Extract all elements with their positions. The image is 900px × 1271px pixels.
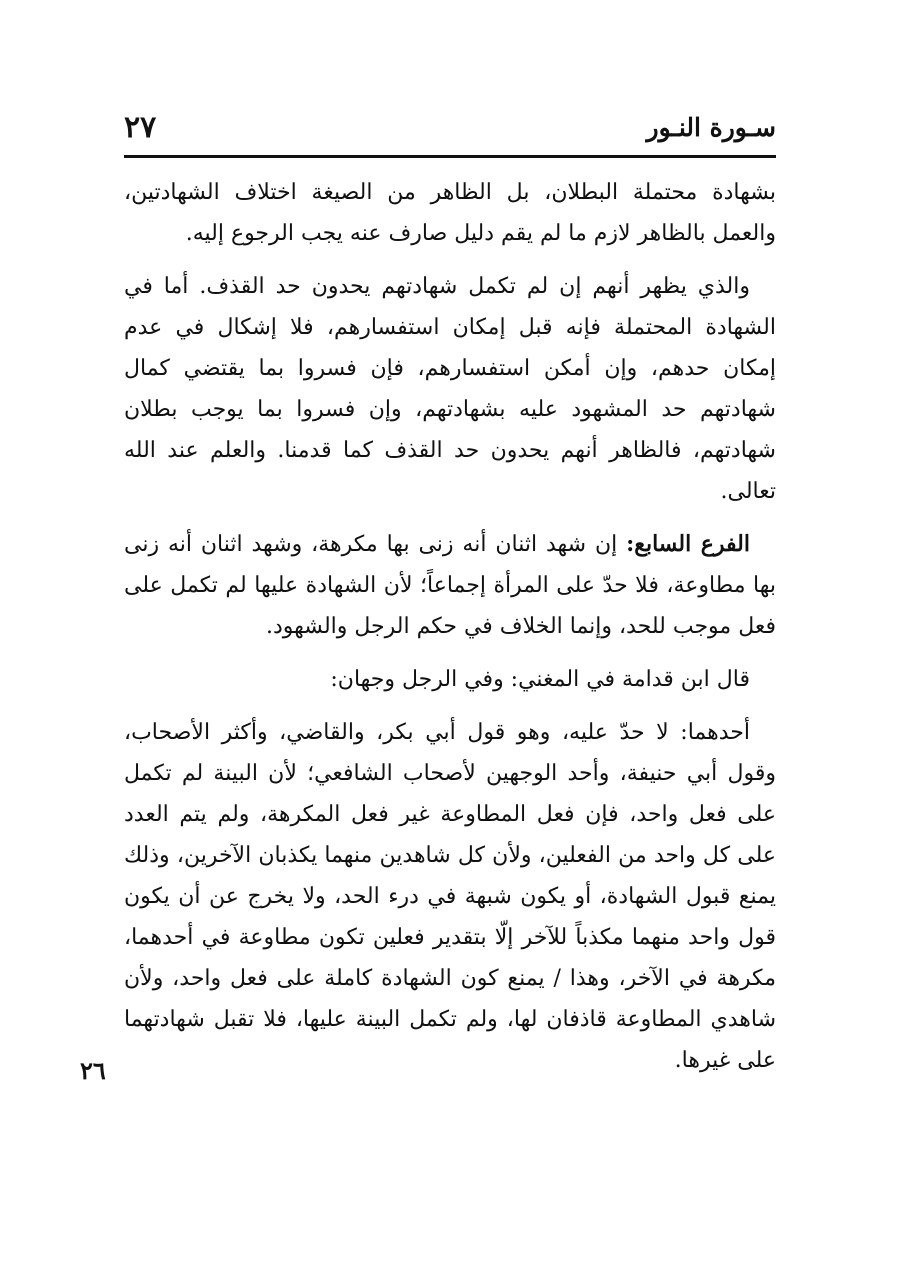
marginal-page-reference: ٢٦	[80, 1056, 106, 1085]
paragraph-2-text: والذي يظهر أنهم إن لم تكمل شهادتهم يحدون حد القذف. أما في الشهادة المحتملة فإنه قبل إمكان استفسارهم، فلا إشكال في عدم إمكان حدهم، وإن أمكن استفسارهم، فإن فسروا بما يقتضي كمال شهادتهم حد المشهود عليه بشهادتهم، وإن فسروا بما يوجب بطلان شهادتهم، فالظاهر أنهم يحدون حد القذف كما قدمنا. والعلم عند الله تعالى.	[124, 274, 776, 504]
paragraph-3	[124, 524, 776, 647]
section-heading-seventh-branch: الفرع السابع:	[626, 531, 751, 557]
page-header	[124, 108, 776, 152]
paragraph-2	[124, 266, 776, 512]
header-divider	[124, 155, 776, 158]
paragraph-4	[124, 659, 776, 700]
paragraph-5	[124, 712, 776, 1081]
page-number: ٢٧	[124, 110, 157, 145]
page-body	[124, 172, 776, 1081]
paragraph-1-text: بشهادة محتملة البطلان، بل الظاهر من الصيغة اختلاف الشهادتين، والعمل بالظاهر لازم ما لم يقم دليل صارف عنه يجب الرجوع إليه.	[124, 180, 776, 246]
paragraph-5-text-after: يمنع كون الشهادة كاملة على فعل واحد، ولأن شاهدي المطاوعة قاذفان لها، ولم تكمل البينة عليها، فلا تقبل شهادتهما على غيرها.	[124, 966, 776, 1073]
surah-title: سـورة النـور	[646, 113, 776, 142]
paragraph-4-text: قال ابن قدامة في المغني: وفي الرجل وجهان:	[330, 667, 750, 692]
paragraph-1	[124, 172, 776, 254]
paragraph-3-text: إن شهد اثنان أنه زنى بها مكرهة، وشهد اثنان أنه زنى بها مطاوعة، فلا حدّ على المرأة إجماعاً؛ لأن الشهادة عليها لم تكمل على فعل موجب للحد، وإنما الخلاف في حكم الرجل والشهود.	[124, 532, 776, 639]
page-break-marker: /	[544, 966, 570, 991]
paragraph-5-text-before: أحدهما: لا حدّ عليه، وهو قول أبي بكر، والقاضي، وأكثر الأصحاب، وقول أبي حنيفة، وأحد الوجهين لأصحاب الشافعي؛ لأن البينة لم تكمل على فعل واحد، فإن فعل المطاوعة غير فعل المكرهة، ولم يتم العدد على كل واحد من الفعلين، ولأن كل شاهدين منهما يكذبان الآخرين، وذلك يمنع قبول الشهادة، أو يكون شبهة في درء الحد، ولا يخرج عن أن يكون قول واحد منهما مكذباً للآخر إلّا بتقدير فعلين تكون مطاوعة في أحدهما، مكرهة في الآخر، وهذا	[124, 720, 776, 991]
